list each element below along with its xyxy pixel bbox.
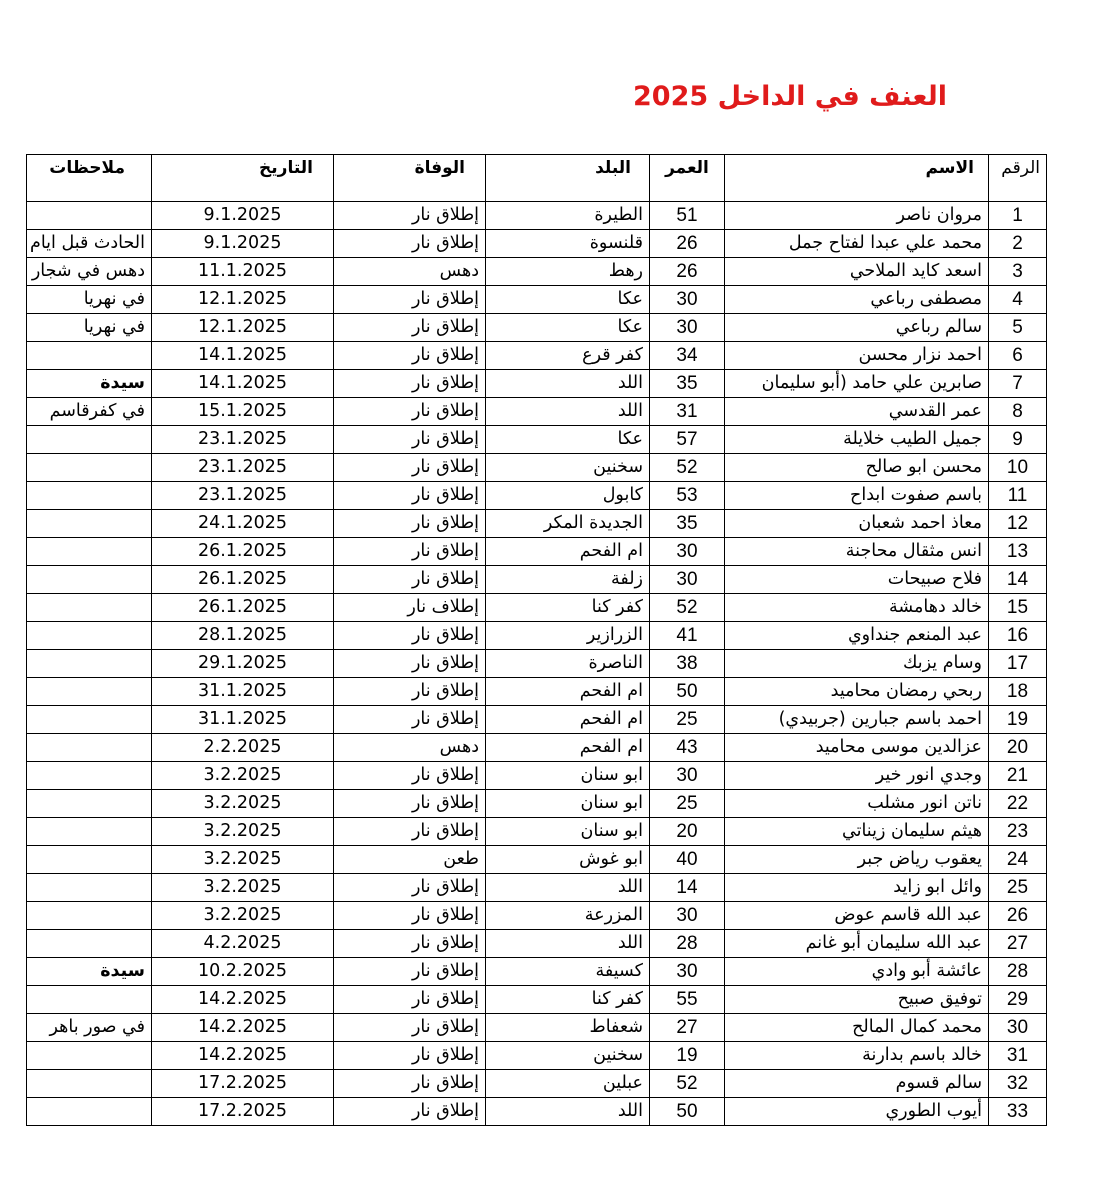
cell-date: 14.1.2025 bbox=[152, 370, 334, 398]
table-row bbox=[27, 482, 1047, 510]
cell-number: 17 bbox=[989, 650, 1047, 678]
cell-name: وسام يزبك bbox=[725, 650, 989, 678]
cell-town: الطيرة bbox=[486, 202, 650, 230]
cell-age: 34 bbox=[650, 342, 725, 370]
table-row bbox=[27, 678, 1047, 706]
cell-age: 35 bbox=[650, 510, 725, 538]
cell-name: جميل الطيب خلايلة bbox=[725, 426, 989, 454]
cell-notes bbox=[27, 930, 152, 958]
cell-date: 23.1.2025 bbox=[152, 426, 334, 454]
cell-town: عكا bbox=[486, 286, 650, 314]
table-row bbox=[27, 230, 1047, 258]
victims-table bbox=[26, 154, 1047, 1126]
cell-age: 26 bbox=[650, 230, 725, 258]
cell-age: 20 bbox=[650, 818, 725, 846]
table-header bbox=[27, 155, 1047, 202]
cell-cause: إطلاق نار bbox=[334, 314, 486, 342]
cell-age: 19 bbox=[650, 1042, 725, 1070]
table-body bbox=[27, 202, 1047, 1126]
cell-date: 17.2.2025 bbox=[152, 1098, 334, 1126]
cell-date: 29.1.2025 bbox=[152, 650, 334, 678]
cell-age: 38 bbox=[650, 650, 725, 678]
cell-number: 5 bbox=[989, 314, 1047, 342]
table-row bbox=[27, 258, 1047, 286]
cell-cause: إطلاق نار bbox=[334, 930, 486, 958]
cell-age: 28 bbox=[650, 930, 725, 958]
cell-notes bbox=[27, 622, 152, 650]
cell-town: سخنين bbox=[486, 454, 650, 482]
cell-notes bbox=[27, 762, 152, 790]
cell-notes bbox=[27, 734, 152, 762]
cell-date: 3.2.2025 bbox=[152, 818, 334, 846]
cell-cause: إطلاق نار bbox=[334, 1098, 486, 1126]
cell-age: 27 bbox=[650, 1014, 725, 1042]
table-row bbox=[27, 762, 1047, 790]
cell-notes: في نهريا bbox=[27, 314, 152, 342]
cell-name: اسعد كايد الملاحي bbox=[725, 258, 989, 286]
cell-number: 2 bbox=[989, 230, 1047, 258]
cell-name: ربحي رمضان محاميد bbox=[725, 678, 989, 706]
cell-notes bbox=[27, 426, 152, 454]
cell-date: 14.2.2025 bbox=[152, 1042, 334, 1070]
table-row bbox=[27, 510, 1047, 538]
cell-name: احمد باسم جبارين (جربيدي) bbox=[725, 706, 989, 734]
cell-town: قلنسوة bbox=[486, 230, 650, 258]
cell-age: 41 bbox=[650, 622, 725, 650]
cell-number: 7 bbox=[989, 370, 1047, 398]
cell-date: 9.1.2025 bbox=[152, 202, 334, 230]
cell-cause: إطلاق نار bbox=[334, 342, 486, 370]
table-row bbox=[27, 650, 1047, 678]
cell-name: سالم رباعي bbox=[725, 314, 989, 342]
cell-notes bbox=[27, 202, 152, 230]
cell-date: 11.1.2025 bbox=[152, 258, 334, 286]
cell-town: كفر قرع bbox=[486, 342, 650, 370]
cell-name: محمد كمال المالح bbox=[725, 1014, 989, 1042]
cell-number: 27 bbox=[989, 930, 1047, 958]
cell-number: 6 bbox=[989, 342, 1047, 370]
page-title: العنف في الداخل 2025 bbox=[633, 81, 947, 112]
cell-town: شعفاط bbox=[486, 1014, 650, 1042]
cell-date: 3.2.2025 bbox=[152, 902, 334, 930]
cell-town: اللد bbox=[486, 370, 650, 398]
cell-cause: إطلاق نار bbox=[334, 706, 486, 734]
header-row bbox=[27, 155, 1047, 202]
cell-notes bbox=[27, 846, 152, 874]
cell-notes: في صور باهر bbox=[27, 1014, 152, 1042]
cell-town: الناصرة bbox=[486, 650, 650, 678]
cell-cause: إطلاق نار bbox=[334, 538, 486, 566]
cell-town: كسيفة bbox=[486, 958, 650, 986]
column-header-cause: الوفاة bbox=[334, 155, 486, 202]
cell-notes: سيدة bbox=[27, 958, 152, 986]
cell-town: ابو سنان bbox=[486, 762, 650, 790]
cell-number: 32 bbox=[989, 1070, 1047, 1098]
cell-cause: إطلاف نار bbox=[334, 594, 486, 622]
cell-town: عكا bbox=[486, 314, 650, 342]
cell-date: 17.2.2025 bbox=[152, 1070, 334, 1098]
cell-notes bbox=[27, 482, 152, 510]
cell-name: انس مثقال محاجنة bbox=[725, 538, 989, 566]
cell-age: 26 bbox=[650, 258, 725, 286]
table-row bbox=[27, 314, 1047, 342]
cell-date: 26.1.2025 bbox=[152, 594, 334, 622]
table-row bbox=[27, 594, 1047, 622]
cell-town: ابو غوش bbox=[486, 846, 650, 874]
cell-notes bbox=[27, 538, 152, 566]
cell-name: عبد المنعم جنداوي bbox=[725, 622, 989, 650]
cell-date: 3.2.2025 bbox=[152, 874, 334, 902]
cell-notes: في كفرقاسم bbox=[27, 398, 152, 426]
cell-notes bbox=[27, 566, 152, 594]
cell-name: فلاح صبيحات bbox=[725, 566, 989, 594]
cell-number: 31 bbox=[989, 1042, 1047, 1070]
table-row bbox=[27, 902, 1047, 930]
cell-town: ابو سنان bbox=[486, 790, 650, 818]
table-row bbox=[27, 286, 1047, 314]
cell-date: 3.2.2025 bbox=[152, 790, 334, 818]
column-header-age: العمر bbox=[650, 155, 725, 202]
cell-town: كفر كنا bbox=[486, 986, 650, 1014]
cell-number: 8 bbox=[989, 398, 1047, 426]
cell-notes bbox=[27, 594, 152, 622]
cell-cause: إطلاق نار bbox=[334, 678, 486, 706]
cell-name: ناتن انور مشلب bbox=[725, 790, 989, 818]
cell-age: 25 bbox=[650, 790, 725, 818]
cell-number: 14 bbox=[989, 566, 1047, 594]
table-row bbox=[27, 1070, 1047, 1098]
cell-age: 53 bbox=[650, 482, 725, 510]
cell-cause: إطلاق نار bbox=[334, 874, 486, 902]
cell-age: 30 bbox=[650, 902, 725, 930]
cell-town: اللد bbox=[486, 398, 650, 426]
cell-date: 28.1.2025 bbox=[152, 622, 334, 650]
cell-age: 35 bbox=[650, 370, 725, 398]
cell-name: احمد نزار محسن bbox=[725, 342, 989, 370]
cell-number: 28 bbox=[989, 958, 1047, 986]
cell-cause: إطلاق نار bbox=[334, 818, 486, 846]
cell-name: معاذ احمد شعبان bbox=[725, 510, 989, 538]
cell-notes bbox=[27, 342, 152, 370]
cell-town: سخنين bbox=[486, 1042, 650, 1070]
cell-cause: إطلاق نار bbox=[334, 566, 486, 594]
cell-name: خالد دهامشة bbox=[725, 594, 989, 622]
cell-cause: إطلاق نار bbox=[334, 986, 486, 1014]
cell-number: 10 bbox=[989, 454, 1047, 482]
cell-town: ابو سنان bbox=[486, 818, 650, 846]
cell-number: 4 bbox=[989, 286, 1047, 314]
cell-name: مروان ناصر bbox=[725, 202, 989, 230]
cell-age: 30 bbox=[650, 286, 725, 314]
cell-age: 30 bbox=[650, 958, 725, 986]
cell-cause: إطلاق نار bbox=[334, 398, 486, 426]
cell-number: 11 bbox=[989, 482, 1047, 510]
cell-name: أيوب الطوري bbox=[725, 1098, 989, 1126]
cell-age: 31 bbox=[650, 398, 725, 426]
cell-number: 29 bbox=[989, 986, 1047, 1014]
cell-date: 10.2.2025 bbox=[152, 958, 334, 986]
cell-date: 23.1.2025 bbox=[152, 482, 334, 510]
cell-name: عمر القدسي bbox=[725, 398, 989, 426]
cell-age: 30 bbox=[650, 762, 725, 790]
cell-notes bbox=[27, 1042, 152, 1070]
cell-date: 31.1.2025 bbox=[152, 678, 334, 706]
cell-number: 20 bbox=[989, 734, 1047, 762]
cell-name: عبد الله قاسم عوض bbox=[725, 902, 989, 930]
table-row bbox=[27, 846, 1047, 874]
cell-town: ام الفحم bbox=[486, 678, 650, 706]
cell-town: الجديدة المكر bbox=[486, 510, 650, 538]
table-row bbox=[27, 1014, 1047, 1042]
cell-age: 52 bbox=[650, 594, 725, 622]
cell-date: 14.1.2025 bbox=[152, 342, 334, 370]
cell-notes bbox=[27, 1098, 152, 1126]
cell-name: وجدي انور خير bbox=[725, 762, 989, 790]
table-row bbox=[27, 1098, 1047, 1126]
cell-cause: إطلاق نار bbox=[334, 370, 486, 398]
cell-notes bbox=[27, 510, 152, 538]
cell-cause: إطلاق نار bbox=[334, 202, 486, 230]
cell-notes bbox=[27, 818, 152, 846]
cell-age: 52 bbox=[650, 454, 725, 482]
cell-notes bbox=[27, 706, 152, 734]
cell-notes bbox=[27, 902, 152, 930]
cell-cause: إطلاق نار bbox=[334, 1070, 486, 1098]
cell-name: محمد علي عبدا لفتاح جمل bbox=[725, 230, 989, 258]
column-header-date: التاريخ bbox=[152, 155, 334, 202]
cell-notes bbox=[27, 1070, 152, 1098]
cell-number: 23 bbox=[989, 818, 1047, 846]
cell-age: 52 bbox=[650, 1070, 725, 1098]
cell-cause: إطلاق نار bbox=[334, 902, 486, 930]
table-row bbox=[27, 958, 1047, 986]
cell-town: الزرازير bbox=[486, 622, 650, 650]
cell-age: 57 bbox=[650, 426, 725, 454]
cell-date: 26.1.2025 bbox=[152, 538, 334, 566]
table-row bbox=[27, 790, 1047, 818]
cell-cause: إطلاق نار bbox=[334, 958, 486, 986]
table-row bbox=[27, 930, 1047, 958]
cell-notes bbox=[27, 874, 152, 902]
cell-number: 16 bbox=[989, 622, 1047, 650]
cell-name: مصطفى رباعي bbox=[725, 286, 989, 314]
cell-age: 30 bbox=[650, 538, 725, 566]
cell-name: صابرين علي حامد (أبو سليمان bbox=[725, 370, 989, 398]
table-row bbox=[27, 454, 1047, 482]
table-row bbox=[27, 1042, 1047, 1070]
cell-date: 24.1.2025 bbox=[152, 510, 334, 538]
cell-number: 19 bbox=[989, 706, 1047, 734]
table-row bbox=[27, 986, 1047, 1014]
cell-town: اللد bbox=[486, 1098, 650, 1126]
cell-town: عبلين bbox=[486, 1070, 650, 1098]
cell-town: زلفة bbox=[486, 566, 650, 594]
cell-town: عكا bbox=[486, 426, 650, 454]
cell-name: وائل ابو زايد bbox=[725, 874, 989, 902]
cell-town: كابول bbox=[486, 482, 650, 510]
column-header-town: البلد bbox=[486, 155, 650, 202]
table-row bbox=[27, 622, 1047, 650]
cell-cause: إطلاق نار bbox=[334, 454, 486, 482]
cell-date: 14.2.2025 bbox=[152, 1014, 334, 1042]
cell-date: 12.1.2025 bbox=[152, 286, 334, 314]
cell-number: 18 bbox=[989, 678, 1047, 706]
cell-date: 3.2.2025 bbox=[152, 762, 334, 790]
cell-cause: طعن bbox=[334, 846, 486, 874]
cell-number: 9 bbox=[989, 426, 1047, 454]
cell-notes: سيدة bbox=[27, 370, 152, 398]
cell-age: 51 bbox=[650, 202, 725, 230]
cell-age: 40 bbox=[650, 846, 725, 874]
cell-number: 26 bbox=[989, 902, 1047, 930]
table-row bbox=[27, 818, 1047, 846]
cell-number: 3 bbox=[989, 258, 1047, 286]
cell-town: رهط bbox=[486, 258, 650, 286]
cell-number: 25 bbox=[989, 874, 1047, 902]
cell-number: 33 bbox=[989, 1098, 1047, 1126]
cell-name: عزالدين موسى محاميد bbox=[725, 734, 989, 762]
column-header-name: الاسم bbox=[725, 155, 989, 202]
table-row bbox=[27, 370, 1047, 398]
cell-date: 3.2.2025 bbox=[152, 846, 334, 874]
cell-age: 50 bbox=[650, 1098, 725, 1126]
table-row bbox=[27, 342, 1047, 370]
cell-name: توفيق صبيح bbox=[725, 986, 989, 1014]
cell-notes bbox=[27, 454, 152, 482]
cell-notes: دهس في شجار bbox=[27, 258, 152, 286]
cell-notes bbox=[27, 650, 152, 678]
cell-number: 22 bbox=[989, 790, 1047, 818]
cell-cause: إطلاق نار bbox=[334, 1014, 486, 1042]
cell-cause: إطلاق نار bbox=[334, 286, 486, 314]
cell-number: 1 bbox=[989, 202, 1047, 230]
cell-name: سالم قسوم bbox=[725, 1070, 989, 1098]
cell-number: 24 bbox=[989, 846, 1047, 874]
cell-name: يعقوب رياض جبر bbox=[725, 846, 989, 874]
cell-number: 13 bbox=[989, 538, 1047, 566]
cell-name: محسن ابو صالح bbox=[725, 454, 989, 482]
cell-age: 25 bbox=[650, 706, 725, 734]
cell-cause: إطلاق نار bbox=[334, 790, 486, 818]
cell-cause: إطلاق نار bbox=[334, 510, 486, 538]
cell-cause: دهس bbox=[334, 734, 486, 762]
table-row bbox=[27, 566, 1047, 594]
table-row bbox=[27, 538, 1047, 566]
cell-town: ام الفحم bbox=[486, 734, 650, 762]
cell-cause: إطلاق نار bbox=[334, 426, 486, 454]
cell-number: 12 bbox=[989, 510, 1047, 538]
table-row bbox=[27, 734, 1047, 762]
cell-age: 30 bbox=[650, 566, 725, 594]
cell-date: 14.2.2025 bbox=[152, 986, 334, 1014]
cell-age: 55 bbox=[650, 986, 725, 1014]
cell-notes: الحادث قبل ايام bbox=[27, 230, 152, 258]
cell-town: اللد bbox=[486, 930, 650, 958]
cell-date: 2.2.2025 bbox=[152, 734, 334, 762]
cell-date: 12.1.2025 bbox=[152, 314, 334, 342]
cell-name: هيثم سليمان زيناتي bbox=[725, 818, 989, 846]
cell-town: ام الفحم bbox=[486, 538, 650, 566]
cell-age: 30 bbox=[650, 314, 725, 342]
table-row bbox=[27, 706, 1047, 734]
column-header-notes: ملاحظات bbox=[27, 155, 152, 202]
cell-notes bbox=[27, 986, 152, 1014]
cell-date: 9.1.2025 bbox=[152, 230, 334, 258]
cell-notes bbox=[27, 790, 152, 818]
cell-date: 23.1.2025 bbox=[152, 454, 334, 482]
cell-name: عائشة أبو وادي bbox=[725, 958, 989, 986]
cell-number: 15 bbox=[989, 594, 1047, 622]
cell-town: المزرعة bbox=[486, 902, 650, 930]
cell-notes: في نهريا bbox=[27, 286, 152, 314]
cell-cause: إطلاق نار bbox=[334, 230, 486, 258]
table-row bbox=[27, 202, 1047, 230]
cell-name: خالد باسم بدارنة bbox=[725, 1042, 989, 1070]
table-row bbox=[27, 398, 1047, 426]
cell-name: باسم صفوت ابداح bbox=[725, 482, 989, 510]
cell-town: كفر كنا bbox=[486, 594, 650, 622]
cell-date: 31.1.2025 bbox=[152, 706, 334, 734]
cell-date: 26.1.2025 bbox=[152, 566, 334, 594]
cell-cause: إطلاق نار bbox=[334, 762, 486, 790]
cell-cause: إطلاق نار bbox=[334, 650, 486, 678]
cell-town: ام الفحم bbox=[486, 706, 650, 734]
cell-date: 4.2.2025 bbox=[152, 930, 334, 958]
cell-number: 21 bbox=[989, 762, 1047, 790]
cell-notes bbox=[27, 678, 152, 706]
table-row bbox=[27, 426, 1047, 454]
table-row bbox=[27, 874, 1047, 902]
cell-cause: إطلاق نار bbox=[334, 482, 486, 510]
cell-cause: دهس bbox=[334, 258, 486, 286]
cell-age: 43 bbox=[650, 734, 725, 762]
cell-cause: إطلاق نار bbox=[334, 622, 486, 650]
cell-town: اللد bbox=[486, 874, 650, 902]
cell-date: 15.1.2025 bbox=[152, 398, 334, 426]
cell-age: 50 bbox=[650, 678, 725, 706]
cell-number: 30 bbox=[989, 1014, 1047, 1042]
cell-cause: إطلاق نار bbox=[334, 1042, 486, 1070]
cell-name: عبد الله سليمان أبو غانم bbox=[725, 930, 989, 958]
column-header-number: الرقم bbox=[989, 155, 1047, 202]
cell-age: 14 bbox=[650, 874, 725, 902]
